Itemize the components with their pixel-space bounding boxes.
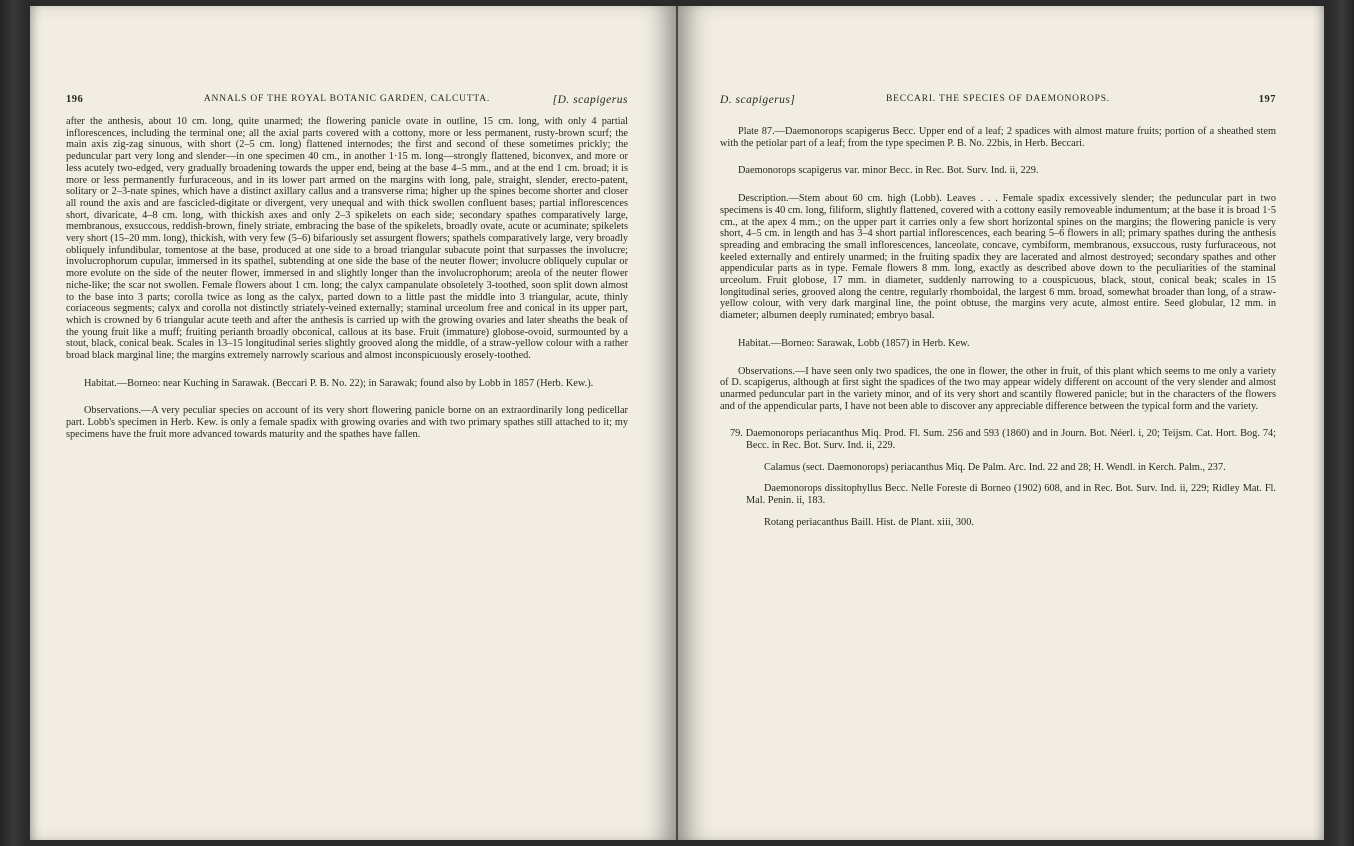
description-continued: after the anthesis, about 10 cm. long, quite unarmed; the flowering panicle ovate in outline, 15 cm. long, with only 4 partial inflorescences, including the terminal one; all the axial parts covered with a cottony, more or less permanent, rusty-brown scurf; the main axis zig-zag sinuous, with short (2–5 cm. long) flattened internodes; the first and second of these sometimes prickly; the peduncular part very long and slender—in one specimen 40 cm., in another 1·15 m. long—strongly flattened, biconvex, and more or less acutely two-edged, very gradually broadening towards the upper end, being at the base 4–5 mm., and at the end 1 cm. broad; it is more or less permanently furfuraceous, and in its lower part armed on the margins with long, pale, straight, slender, erecto-patent, solitary or 2–3-nate spines, which have a distinct axillary callus and a transverse rima; higher up the spines become shorter and closer all round the axis and are fascicled-digitate or divergent, very unequal and with thick swollen confluent bases; partial inflorescences short, divaricate, 4–8 cm. long, with thickish axes and only 2–3 spikelets on each side; secondary spathes comparatively large, membranous, exsuccous, reddish-brown, finely striate, embracing the base of the spikelets, broadly ovate, acute or acuminate; spikelets very short (15–20 mm. long), thickish, with very few (5–6) bifariously set assurgent flowers; spathels comparatively large, very broadly obliquely infundibular, tomentose at the base, produced at one side to a broad triangular subacute point that surpasses the involucre; involucrophorum cupular, immersed in its spathel, subtending at one side the base of the neuter flower; involucre obliquely cupular or more evolute on the side of the neuter flower, immersed in and slightly longer than the involucrophorum; areola of the neuter flower niche-like; the scar not swollen. Female flowers about 1 cm. long; the calyx campanulate obsoletely 3-toothed, soon split down almost to the base into 3 parts; corolla twice as long as the calyx, parted down to a little past the middle into 3 triangular, acute, thinly coriaceous segments; calyx and corolla not distinctly striately-veined externally; staminal urceolum free and conical in its upper part, which is crowned by 6 triangular acute teeth and after the anthesis is carried up with the growing ovaries and later sheaths the beak of the young fruit like a muff; fruiting perianth broadly obconical, callous at its base. Fruit (immature) globose-ovoid, surmounted by a stout, black, conical beak. Scales in 13–15 longitudinal series slightly grooved along the middle, of a straw-yellow colour with a rather broad black marginal line; the margins extremely narrowly scarious and almost inconspicuously erosely-toothed. bbox=[66, 116, 628, 362]
species-entry-79: 79. Daemonorops periacanthus Miq. Prod. Fl. Sum. 256 and 593 (1860) and in Journ. Bot. Néerl. i, 20; Teijsm. Cat. Hort. Bog. 74; Becc. in Rec. Bot. Surv. Ind. ii, 229. bbox=[730, 428, 1276, 452]
left-running-title: ANNALS OF THE ROYAL BOTANIC GARDEN, CALCUTTA. bbox=[203, 94, 491, 104]
right-page-number: 197 bbox=[1258, 94, 1276, 105]
left-page-body bbox=[66, 116, 628, 441]
left-page bbox=[30, 6, 676, 840]
right-running-taxon: D. scapigerus] bbox=[720, 94, 796, 106]
left-running-taxon: [D. scapigerus bbox=[552, 94, 628, 106]
variety-description: Description.—Stem about 60 cm. high (Lobb). Leaves . . . Female spadix excessively slender; the peduncular part in two specimens is 40 cm. long, filiform, slightly flattened, covered with a cottony easily removeable indumentum; at the base it is broad 1·5 cm., at the apex 4 mm.; on the upper part it carries only a few short horizontal spines on the margins; the flowering panicle is very short, 4–5 cm. in length and has 3–4 short partial inflorescences, each bearing 5–6 flowers in all; primary spathes during the anthesis spreading and embracing the small inflorescences, lanceolate, concave, cymbiform, membranous, exsuccous, rusty furfuraceous, not keeled externally and entirely unarmed; in the fruiting spadix they are lacerated and almost destroyed; secondary spathes and other appendicular parts as in type. Female flowers 8 mm. long, exactly as described above down to the peculiarities of the staminal urceolum. Fruit globose, 17 mm. in diameter, suddenly narrowing to a couspicuous, black, stout, conical beak; scales in 15 longitudinal series, grooved along the centre, regularly rhomboidal, the largest 6 mm. broad, somewhat broader than long, of a straw-yellow colour, with very dark marginal line, the point obtuse, the margins very acute, almost entire. Seed globular, 12 mm. in diameter; albumen deeply ruminated; embryo basal. bbox=[720, 193, 1276, 322]
variety-heading: Daemonorops scapigerus var. minor Becc. in Rec. Bot. Surv. Ind. ii, 229. bbox=[738, 165, 1039, 177]
right-running-title: BECCARI. THE SPECIES OF DAEMONOROPS. bbox=[886, 94, 1110, 104]
plate-note: Plate 87.—Daemonorops scapigerus Becc. Upper end of a leaf; 2 spadices with almost mature fruits; portion of a sheathed stem with the petiolar part of a leaf; from the type specimen P. B. No. 22bis, in Herb. Beccari. bbox=[720, 126, 1276, 149]
synonym-calamus: Calamus (sect. Daemonorops) periacanthus Miq. De Palm. Arc. Ind. 22 and 28; H. Wendl. in Kerch. Palm., 237. bbox=[764, 461, 1226, 473]
right-page-body bbox=[720, 116, 1276, 529]
habitat-paragraph: Habitat.—Borneo: near Kuching in Sarawak. (Beccari P. B. No. 22); in Sarawak; found also by Lobb in 1857 (Herb. Kew.). bbox=[84, 377, 594, 389]
right-page bbox=[678, 6, 1324, 840]
observations-paragraph: Observations.—A very peculiar species on account of its very short flowering panicle borne on an extraordinarily long pedicellar part. Lobb's specimen in Herb. Kew. is only a female spadix with growing ovaries and with two primary spathes still attached to it; my specimens have the fruit more advanced towards maturity and the spathes have fallen. bbox=[66, 405, 628, 440]
variety-habitat: Habitat.—Borneo: Sarawak, Lobb (1857) in Herb. Kew. bbox=[738, 337, 970, 349]
synonym-dissitophyllus: Daemonorops dissitophyllus Becc. Nelle Foreste di Borneo (1902) 608, and in Rec. Bot. Surv. Ind. ii, 229; Ridley Mat. Fl. Mal. Penin. ii, 183. bbox=[746, 483, 1276, 507]
variety-observations: Observations.—I have seen only two spadices, the one in flower, the other in fruit, of this plant which seems to me only a variety of D. scapigerus, although at first sight the spadices of the two may appear widely different on account of the very slender and almost unarmed peduncular part in the variety minor, and of its very short and scantily flowered panicle; but in the characters of the flowers and of the appendicular parts, I have not been able to discover any appreciable difference between the typical form and the variety. bbox=[720, 365, 1276, 412]
left-page-number: 196 bbox=[66, 94, 84, 105]
synonym-rotang: Rotang periacanthus Baill. Hist. de Plant. xiii, 300. bbox=[764, 516, 974, 528]
